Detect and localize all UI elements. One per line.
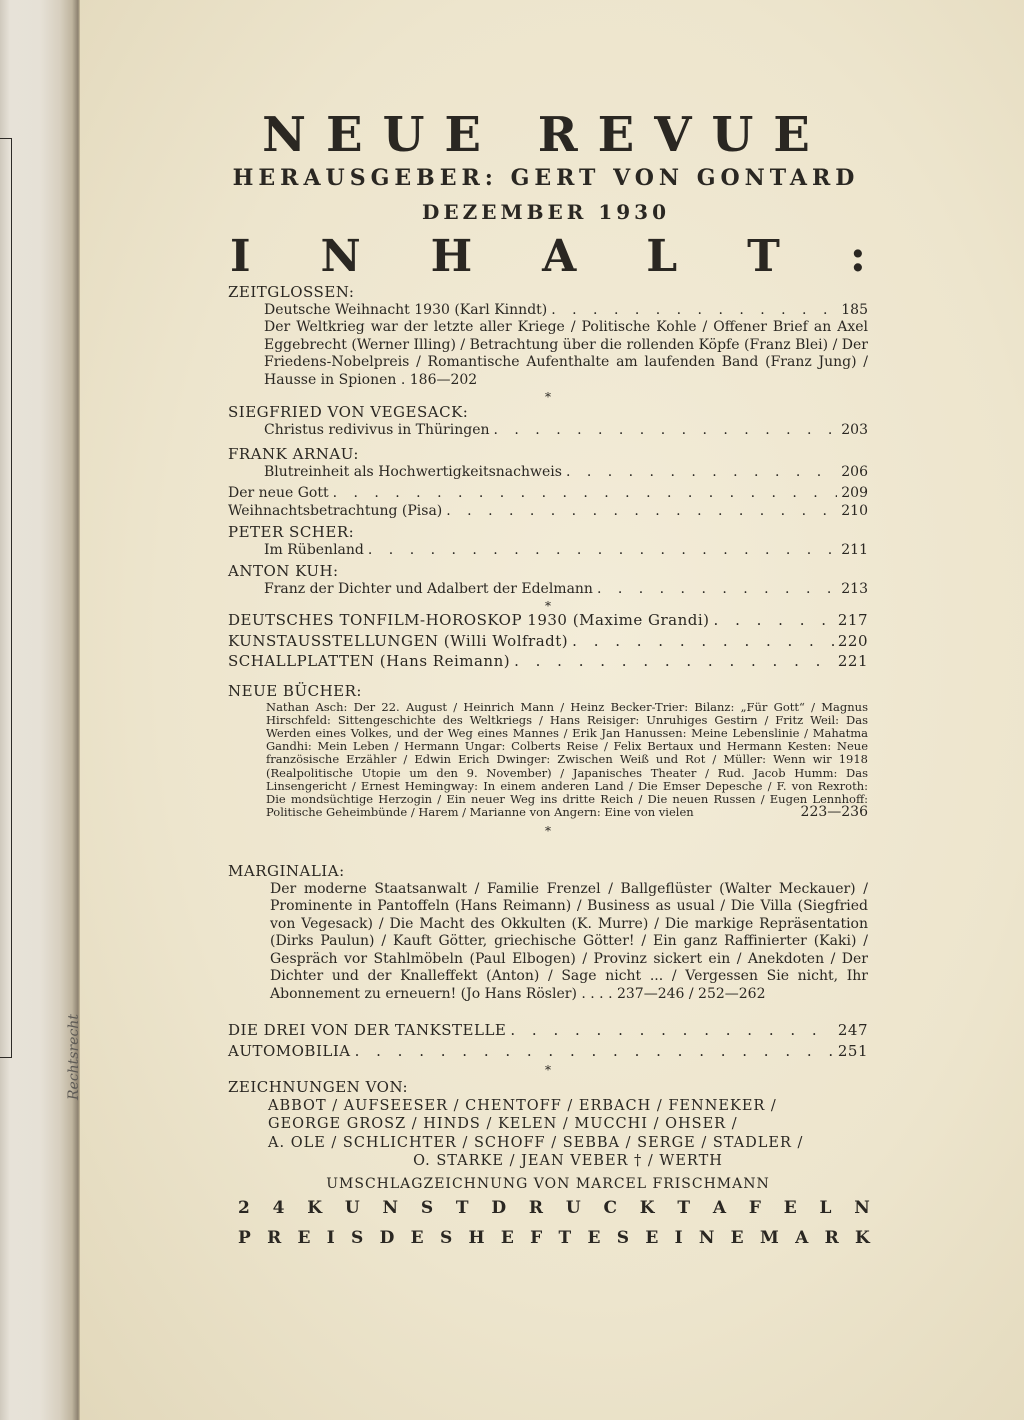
toc-entry bbox=[228, 1022, 868, 1040]
entry-page: 203 bbox=[841, 421, 868, 438]
plates-letter: U bbox=[344, 1198, 360, 1218]
leader-dots bbox=[597, 581, 837, 599]
contents-heading-letter: I bbox=[230, 231, 251, 282]
book-binding-edge bbox=[0, 0, 80, 1420]
plates-letter: T bbox=[455, 1198, 469, 1218]
leader-dots bbox=[333, 485, 838, 503]
separator-star: * bbox=[545, 824, 551, 839]
price-letter: D bbox=[379, 1228, 395, 1248]
separator-star: * bbox=[545, 599, 551, 613]
price-letter: F bbox=[530, 1228, 543, 1248]
entry-page: 221 bbox=[837, 652, 868, 670]
plates-letter: S bbox=[420, 1198, 434, 1218]
leader-dots bbox=[510, 1022, 833, 1040]
section-heading: PETER SCHER: bbox=[228, 523, 355, 541]
toc-entry bbox=[228, 612, 868, 630]
artist-line: GEORGE GROSZ / HINDS / KELEN / MUCCHI / OHSER / bbox=[268, 1116, 738, 1132]
price-letter: T bbox=[558, 1228, 572, 1248]
leader-dots bbox=[566, 464, 837, 482]
magazine-title: NEUE REVUE bbox=[262, 107, 830, 163]
contents-heading-letter: H bbox=[430, 231, 473, 282]
entry-page: 209 bbox=[841, 485, 868, 501]
price-letter: E bbox=[645, 1228, 659, 1248]
toc-entry bbox=[228, 653, 868, 671]
entry-page: 237—246 / 252—262 bbox=[616, 985, 766, 1002]
handwritten-signature: Rechtsrecht bbox=[66, 1014, 82, 1100]
section-heading: ANTON KUH: bbox=[228, 562, 339, 580]
contents-heading-letter: : bbox=[849, 231, 866, 282]
entry-page: 186—202 bbox=[409, 371, 478, 388]
section-heading: ZEITGLOSSEN: bbox=[228, 283, 355, 301]
entry-title: Der neue Gott bbox=[228, 485, 329, 501]
leader-dots bbox=[368, 542, 837, 560]
plates-letter: F bbox=[748, 1198, 761, 1218]
price-letter: R bbox=[267, 1228, 282, 1248]
price-letter: K bbox=[855, 1228, 870, 1248]
entry-page: 213 bbox=[841, 580, 868, 597]
plates-letter: R bbox=[528, 1198, 544, 1218]
entry-title: Christus redivivus in Thüringen bbox=[264, 421, 490, 438]
price-line bbox=[238, 1228, 870, 1248]
plates-line bbox=[238, 1198, 870, 1218]
section-vegesack bbox=[228, 404, 868, 439]
plates-letter: D bbox=[491, 1198, 507, 1218]
price-letter: I bbox=[326, 1228, 335, 1248]
contents-heading bbox=[226, 232, 866, 282]
price-letter: S bbox=[439, 1228, 453, 1248]
price-letter: H bbox=[468, 1228, 485, 1248]
separator-star: * bbox=[545, 1063, 551, 1077]
entry-page: 210 bbox=[841, 502, 868, 519]
entry-title: AUTOMOBILIA bbox=[228, 1041, 351, 1060]
price-letter: M bbox=[759, 1228, 779, 1248]
entry-page: 217 bbox=[837, 611, 868, 629]
price-letter: R bbox=[824, 1228, 839, 1248]
entry-title: KUNSTAUSSTELLUNGEN (Willi Wolfradt) bbox=[228, 631, 569, 650]
section-zeichnungen bbox=[228, 1078, 868, 1193]
price-letter: S bbox=[351, 1228, 364, 1248]
cover-credit: UMSCHLAGZEICHNUNG VON MARCEL FRISCHMANN bbox=[326, 1175, 770, 1192]
plates-letter: A bbox=[712, 1198, 727, 1218]
contents-heading-letter: L bbox=[646, 231, 678, 282]
leader-dots bbox=[514, 653, 834, 671]
plates-letter: N bbox=[854, 1198, 870, 1218]
section-kuh bbox=[228, 563, 868, 612]
price-letter: E bbox=[730, 1228, 744, 1248]
entry-page: 223—236 bbox=[800, 804, 868, 821]
price-letter: S bbox=[616, 1228, 630, 1248]
entry-page: 185 bbox=[841, 301, 868, 318]
price-letter: A bbox=[795, 1228, 809, 1248]
plates-letter: L bbox=[819, 1198, 832, 1218]
section-scher bbox=[228, 524, 868, 559]
toc-entry bbox=[228, 503, 868, 521]
section-marginalia bbox=[228, 863, 868, 1003]
plates-letter: K bbox=[639, 1198, 655, 1218]
price-letter: E bbox=[297, 1228, 311, 1248]
plates-letter: N bbox=[382, 1198, 399, 1218]
leader-dots bbox=[714, 612, 834, 630]
entry-text: Der Weltkrieg war der letzte aller Kriege / Politische Kohle / Offener Brief an Axel Eggebrecht (Werner Illing) / Betrachtung über die rollenden Köpfe (Franz Blei) / Der Friedens-Nobelpreis / Romantische Aufenthalte am laufenden Band (Franz Jung) / Hausse in Spionen bbox=[264, 319, 868, 388]
toc-entry bbox=[228, 581, 868, 599]
entry-title: DIE DREI VON DER TANKSTELLE bbox=[228, 1021, 507, 1039]
contents-heading-letter: T bbox=[747, 231, 780, 282]
entry-page: 247 bbox=[837, 1021, 868, 1039]
entry-page: 206 bbox=[841, 463, 868, 480]
toc-entry bbox=[228, 485, 868, 503]
entry-text: Der moderne Staatsanwalt / Familie Frenzel / Ballgeflüster (Walter Meckauer) / Prominente in Pantoffeln (Hans Reimann) / Business as usual / Die Villa (Siegfried von Vegesack) / Die Macht des Okkulten (K. Murre) / Die markige Repräsentation (Dirks Paulun) / Kauft Götter, griechische Götter! / Ein ganz Raffinierter (Kaki) / Gespräch vor Stahlmöbeln (Paul Elbogen) / Provinz sickert ein / Anekdoten / Der Dichter und der Knalleffekt (Anton) / Sage nicht ... / Vergessen Sie nicht, Ihr Abonnement zu erneuern! (Jo Hans Rösler) bbox=[270, 880, 868, 1002]
opposite-page-frame bbox=[0, 138, 12, 1058]
leader-dots bbox=[446, 503, 837, 521]
toc-entry bbox=[228, 302, 868, 320]
toc-entry bbox=[228, 422, 868, 440]
plates-letter: 4 bbox=[272, 1198, 285, 1218]
artist-line: O. STARKE / JEAN VEBER † / WERTH bbox=[413, 1153, 723, 1169]
artist-line: A. OLE / SCHLICHTER / SCHOFF / SEBBA / SERGE / STADLER / bbox=[268, 1134, 804, 1151]
toc-entry bbox=[228, 542, 868, 560]
toc-entry bbox=[228, 464, 868, 482]
separator-star: * bbox=[545, 390, 551, 404]
entry-title: Franz der Dichter und Adalbert der Edelmann bbox=[264, 580, 593, 597]
section-arnau bbox=[228, 446, 868, 520]
entry-title: Im Rübenland bbox=[264, 541, 364, 558]
artist-line: ABBOT / AUFSEESER / CHENTOFF / ERBACH / FENNEKER / bbox=[268, 1097, 777, 1114]
plates-letter: E bbox=[783, 1198, 797, 1218]
section-heading: NEUE BÜCHER: bbox=[228, 682, 362, 700]
section-heading: FRANK ARNAU: bbox=[228, 445, 359, 463]
plates-letter: C bbox=[603, 1198, 617, 1218]
entry-title: Blutreinheit als Hochwertigkeitsnachweis bbox=[264, 463, 562, 480]
contents-heading-letter: A bbox=[542, 231, 577, 282]
entry-page: 220 bbox=[837, 631, 868, 650]
section-zeitglossen bbox=[228, 284, 868, 403]
entry-text: Nathan Asch: Der 22. August / Heinrich Mann / Heinz Becker-Trier: Bilanz: „Für Gott“ / Magnus Hirschfeld: Sittengeschichte des Weltkriegs / Hans Reisiger: Unruhiges Gestirn / Fritz Weil: Das Werden eines Volkes, und der Weg eines Mannes / Erik Jan Hanussen: Meine Lebenslinie / Mahatma Gandhi: Mein Leben / Hermann Ungar: Colberts Reise / Felix Bertaux und Hermann Kesten: Neue französische Erzähler / Edwin Erich Dwinger: Zwischen Weiß und Rot / Müller: Wenn wir 1918 (Realpolitische Utopie um den 9. November) / Japanisches Theater / Rud. Jacob Humm: Das Linsengericht / Ernest Hemingway: In einem anderen Land / Die Emser Depesche / F. von Rexroth: Die mondsüchtige Herzogin / Ein neuer Weg ins dritte Reich / Die neuen Russen / Eugen Lennhoff: Politische Geheimbünde / Harem / Marianne von Angern: Eine von vielen bbox=[266, 699, 868, 820]
entry-title: Deutsche Weihnacht 1930 (Karl Kinndt) bbox=[264, 301, 548, 318]
plates-letter: U bbox=[565, 1198, 581, 1218]
section-neue-buecher bbox=[228, 683, 868, 837]
leader-dots bbox=[572, 633, 834, 651]
price-letter: I bbox=[674, 1228, 683, 1248]
toc-entry-paragraph: Der moderne Staatsanwalt / Familie Frenzel / Ballgeflüster (Walter Meckauer) / Prominente in Pantoffeln (Hans Reimann) / Business as usual / Die Villa (Siegfried von Vegesack) / Die Macht des Okkulten (K. Murre) / Die markige Repräsentation (Dirks Paulun) / Kauft Götter, griechische Götter! / Ein ganz Raffinierter (Kaki) / Gespräch vor Stahlmöbeln (Paul Elbogen) / Provinz sickert ein / Anekdoten / Der Dichter und der Knalleffekt (Anton) / Sage nicht ... / Vergessen Sie nicht, Ihr Abonnement zu erneuern! (Jo Hans Rösler) . . . . 237—246 / 252—262 bbox=[270, 880, 868, 1002]
toc-entry bbox=[228, 1043, 868, 1061]
price-letter: E bbox=[587, 1228, 601, 1248]
price-letter: E bbox=[500, 1228, 514, 1248]
plates-letter: K bbox=[307, 1198, 323, 1218]
toc-entry-paragraph: Der Weltkrieg war der letzte aller Kriege / Politische Kohle / Offener Brief an Axel Eggebrecht (Werner Illing) / Betrachtung über die rollenden Köpfe (Franz Blei) / Der Friedens-Nobelpreis / Romantische Aufenthalte am laufenden Band (Franz Jung) / Hausse in Spionen . 186—202 bbox=[264, 319, 868, 388]
section-heading: SIEGFRIED VON VEGESACK: bbox=[228, 403, 469, 421]
plates-letter: 2 bbox=[238, 1198, 250, 1218]
leader-dots bbox=[551, 302, 837, 320]
entry-title: Weihnachtsbetrachtung (Pisa) bbox=[228, 502, 443, 519]
section-heading: MARGINALIA: bbox=[228, 862, 345, 880]
entry-title: SCHALLPLATTEN (Hans Reimann) bbox=[228, 652, 511, 670]
editor-line: HERAUSGEBER: GERT VON GONTARD bbox=[232, 165, 860, 191]
leader-dots bbox=[355, 1043, 834, 1061]
toc-entry-paragraph bbox=[228, 701, 868, 820]
section-film-auto bbox=[228, 1022, 868, 1076]
entry-page: 251 bbox=[837, 1041, 868, 1060]
price-letter: E bbox=[410, 1228, 424, 1248]
entry-page: 211 bbox=[841, 541, 868, 558]
toc-entry bbox=[228, 633, 868, 651]
leader-dots bbox=[494, 422, 838, 440]
plates-letter: T bbox=[677, 1198, 691, 1218]
price-letter: N bbox=[698, 1228, 715, 1248]
section-features bbox=[228, 612, 868, 671]
entry-title: DEUTSCHES TONFILM-HOROSKOP 1930 (Maxime Grandi) bbox=[228, 611, 710, 629]
contents-heading-letter: N bbox=[320, 231, 361, 282]
price-letter: P bbox=[238, 1228, 251, 1248]
issue-date: DEZEMBER 1930 bbox=[422, 200, 670, 224]
section-heading: ZEICHNUNGEN VON: bbox=[228, 1078, 409, 1096]
